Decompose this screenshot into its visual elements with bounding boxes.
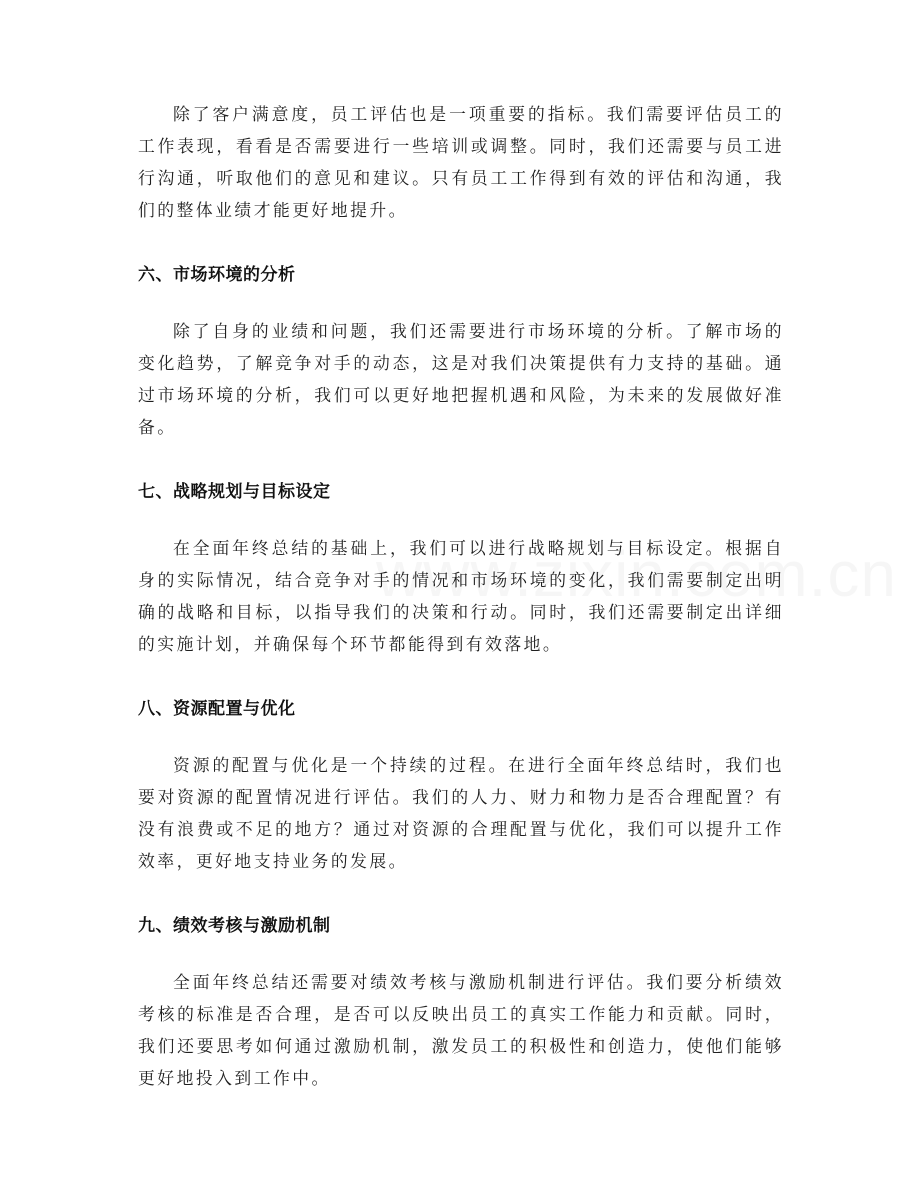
paragraph-resource-allocation: 资源的配置与优化是一个持续的过程。在进行全面年终总结时，我们也要对资源的配置情况进行评估。我们的人力、财力和物力是否合理配置？有没有浪费或不足的地方？通过对资源的合理配置与优化，我们可以提升工作效率，更好地支持业务的发展。 [138,755,784,871]
heading-strategy-planning: 七、战略规划与目标设定 [138,482,331,502]
heading-resource-allocation: 八、资源配置与优化 [138,699,296,719]
paragraph-employee-evaluation: 除了客户满意度，员工评估也是一项重要的指标。我们需要评估员工的工作表现，看看是否需要进行一些培训或调整。同时，我们还需要与员工进行沟通，听取他们的意见和建议。只有员工工作得到有效的评估和沟通，我们的整体业绩才能更好地提升。 [138,104,784,220]
heading-performance-incentive: 九、绩效考核与激励机制 [138,916,331,936]
heading-market-analysis: 六、市场环境的分析 [138,265,296,285]
document-body [138,98,784,1094]
paragraph-performance-incentive: 全面年终总结还需要对绩效考核与激励机制进行评估。我们要分析绩效考核的标准是否合理，是否可以反映出员工的真实工作能力和贡献。同时，我们还要思考如何通过激励机制，激发员工的积极性和创造力，使他们能够更好地投入到工作中。 [138,972,784,1088]
paragraph-strategy-planning: 在全面年终总结的基础上，我们可以进行战略规划与目标设定。根据自身的实际情况，结合竞争对手的情况和市场环境的变化，我们需要制定出明确的战略和目标，以指导我们的决策和行动。同时，我们还需要制定出详细的实施计划，并确保每个环节都能得到有效落地。 [138,538,784,654]
paragraph-market-analysis: 除了自身的业绩和问题，我们还需要进行市场环境的分析。了解市场的变化趋势，了解竞争对手的动态，这是对我们决策提供有力支持的基础。通过市场环境的分析，我们可以更好地把握机遇和风险，为未来的发展做好准备。 [138,321,784,437]
